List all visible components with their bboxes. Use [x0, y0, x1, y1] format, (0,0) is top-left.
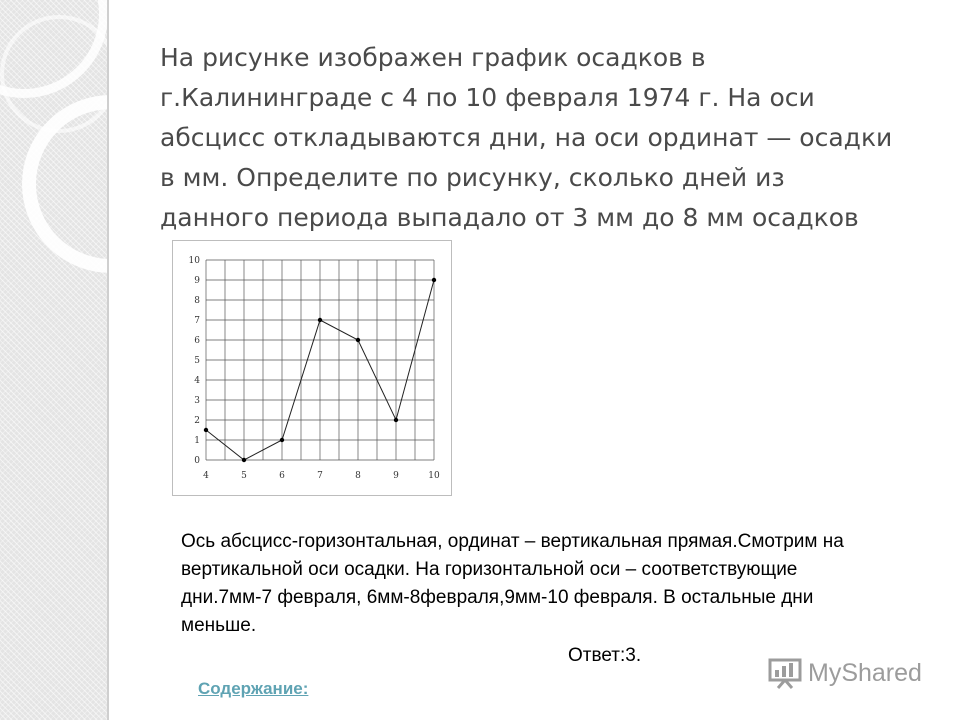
slide-title: На рисунке изображен график осадков в г.Калининграде с 4 по 10 февраля 1974 г. На оси абсцисс откладываются дни, на оси ординат — осадки в мм. Определите по рисунку, сколько дней из данного периода выпадало от 3 мм до 8 мм осадков: [160, 43, 893, 232]
chart-y-tick-label: 4: [194, 376, 200, 386]
chart-canvas: [173, 241, 453, 497]
chart-y-tick-label: 10: [188, 256, 200, 266]
chart-x-tick-label: 6: [279, 471, 285, 481]
chart-data-point: [394, 418, 398, 422]
chart-x-tick-label: 5: [241, 471, 247, 481]
precipitation-chart: [172, 240, 452, 496]
chart-y-tick-label: 9: [194, 276, 200, 286]
chart-y-tick-label: 2: [194, 416, 200, 426]
chart-x-tick-label: 9: [393, 471, 399, 481]
explanation-text: Ось абсцисс-горизонтальная, ординат – вертикальная прямая.Смотрим на вертикальной оси осадки. На горизонтальной оси – соответствующие дни.7мм-7 февраля, 6мм-8февраля,9мм-10 февраля. В остальные дни меньше.: [181, 531, 844, 636]
chart-data-point: [432, 278, 436, 282]
contents-link[interactable]: Содержание:: [198, 679, 309, 698]
answer-text: Ответ:3.: [568, 645, 642, 666]
chart-y-tick-label: 1: [194, 436, 200, 446]
chart-y-tick-label: 0: [194, 456, 200, 466]
chart-data-point: [318, 318, 322, 322]
chart-data-point: [242, 458, 246, 462]
watermark: [768, 656, 922, 690]
decorative-side-band: [0, 0, 107, 720]
chart-data-point: [204, 428, 208, 432]
chart-data-point: [280, 438, 284, 442]
chart-x-tick-label: 10: [428, 471, 440, 481]
chart-y-tick-label: 6: [194, 336, 200, 346]
chart-data-point: [356, 338, 360, 342]
watermark-text: MyShared: [808, 658, 922, 687]
chart-x-tick-label: 7: [317, 471, 323, 481]
chart-x-tick-label: 8: [355, 471, 361, 481]
chart-y-tick-label: 7: [194, 316, 200, 326]
chart-x-tick-label: 4: [203, 471, 209, 481]
chart-y-tick-label: 8: [194, 296, 200, 306]
presentation-board-icon: [768, 657, 802, 689]
divider: [107, 0, 109, 720]
chart-y-tick-label: 3: [194, 396, 200, 406]
chart-y-tick-label: 5: [194, 356, 200, 366]
